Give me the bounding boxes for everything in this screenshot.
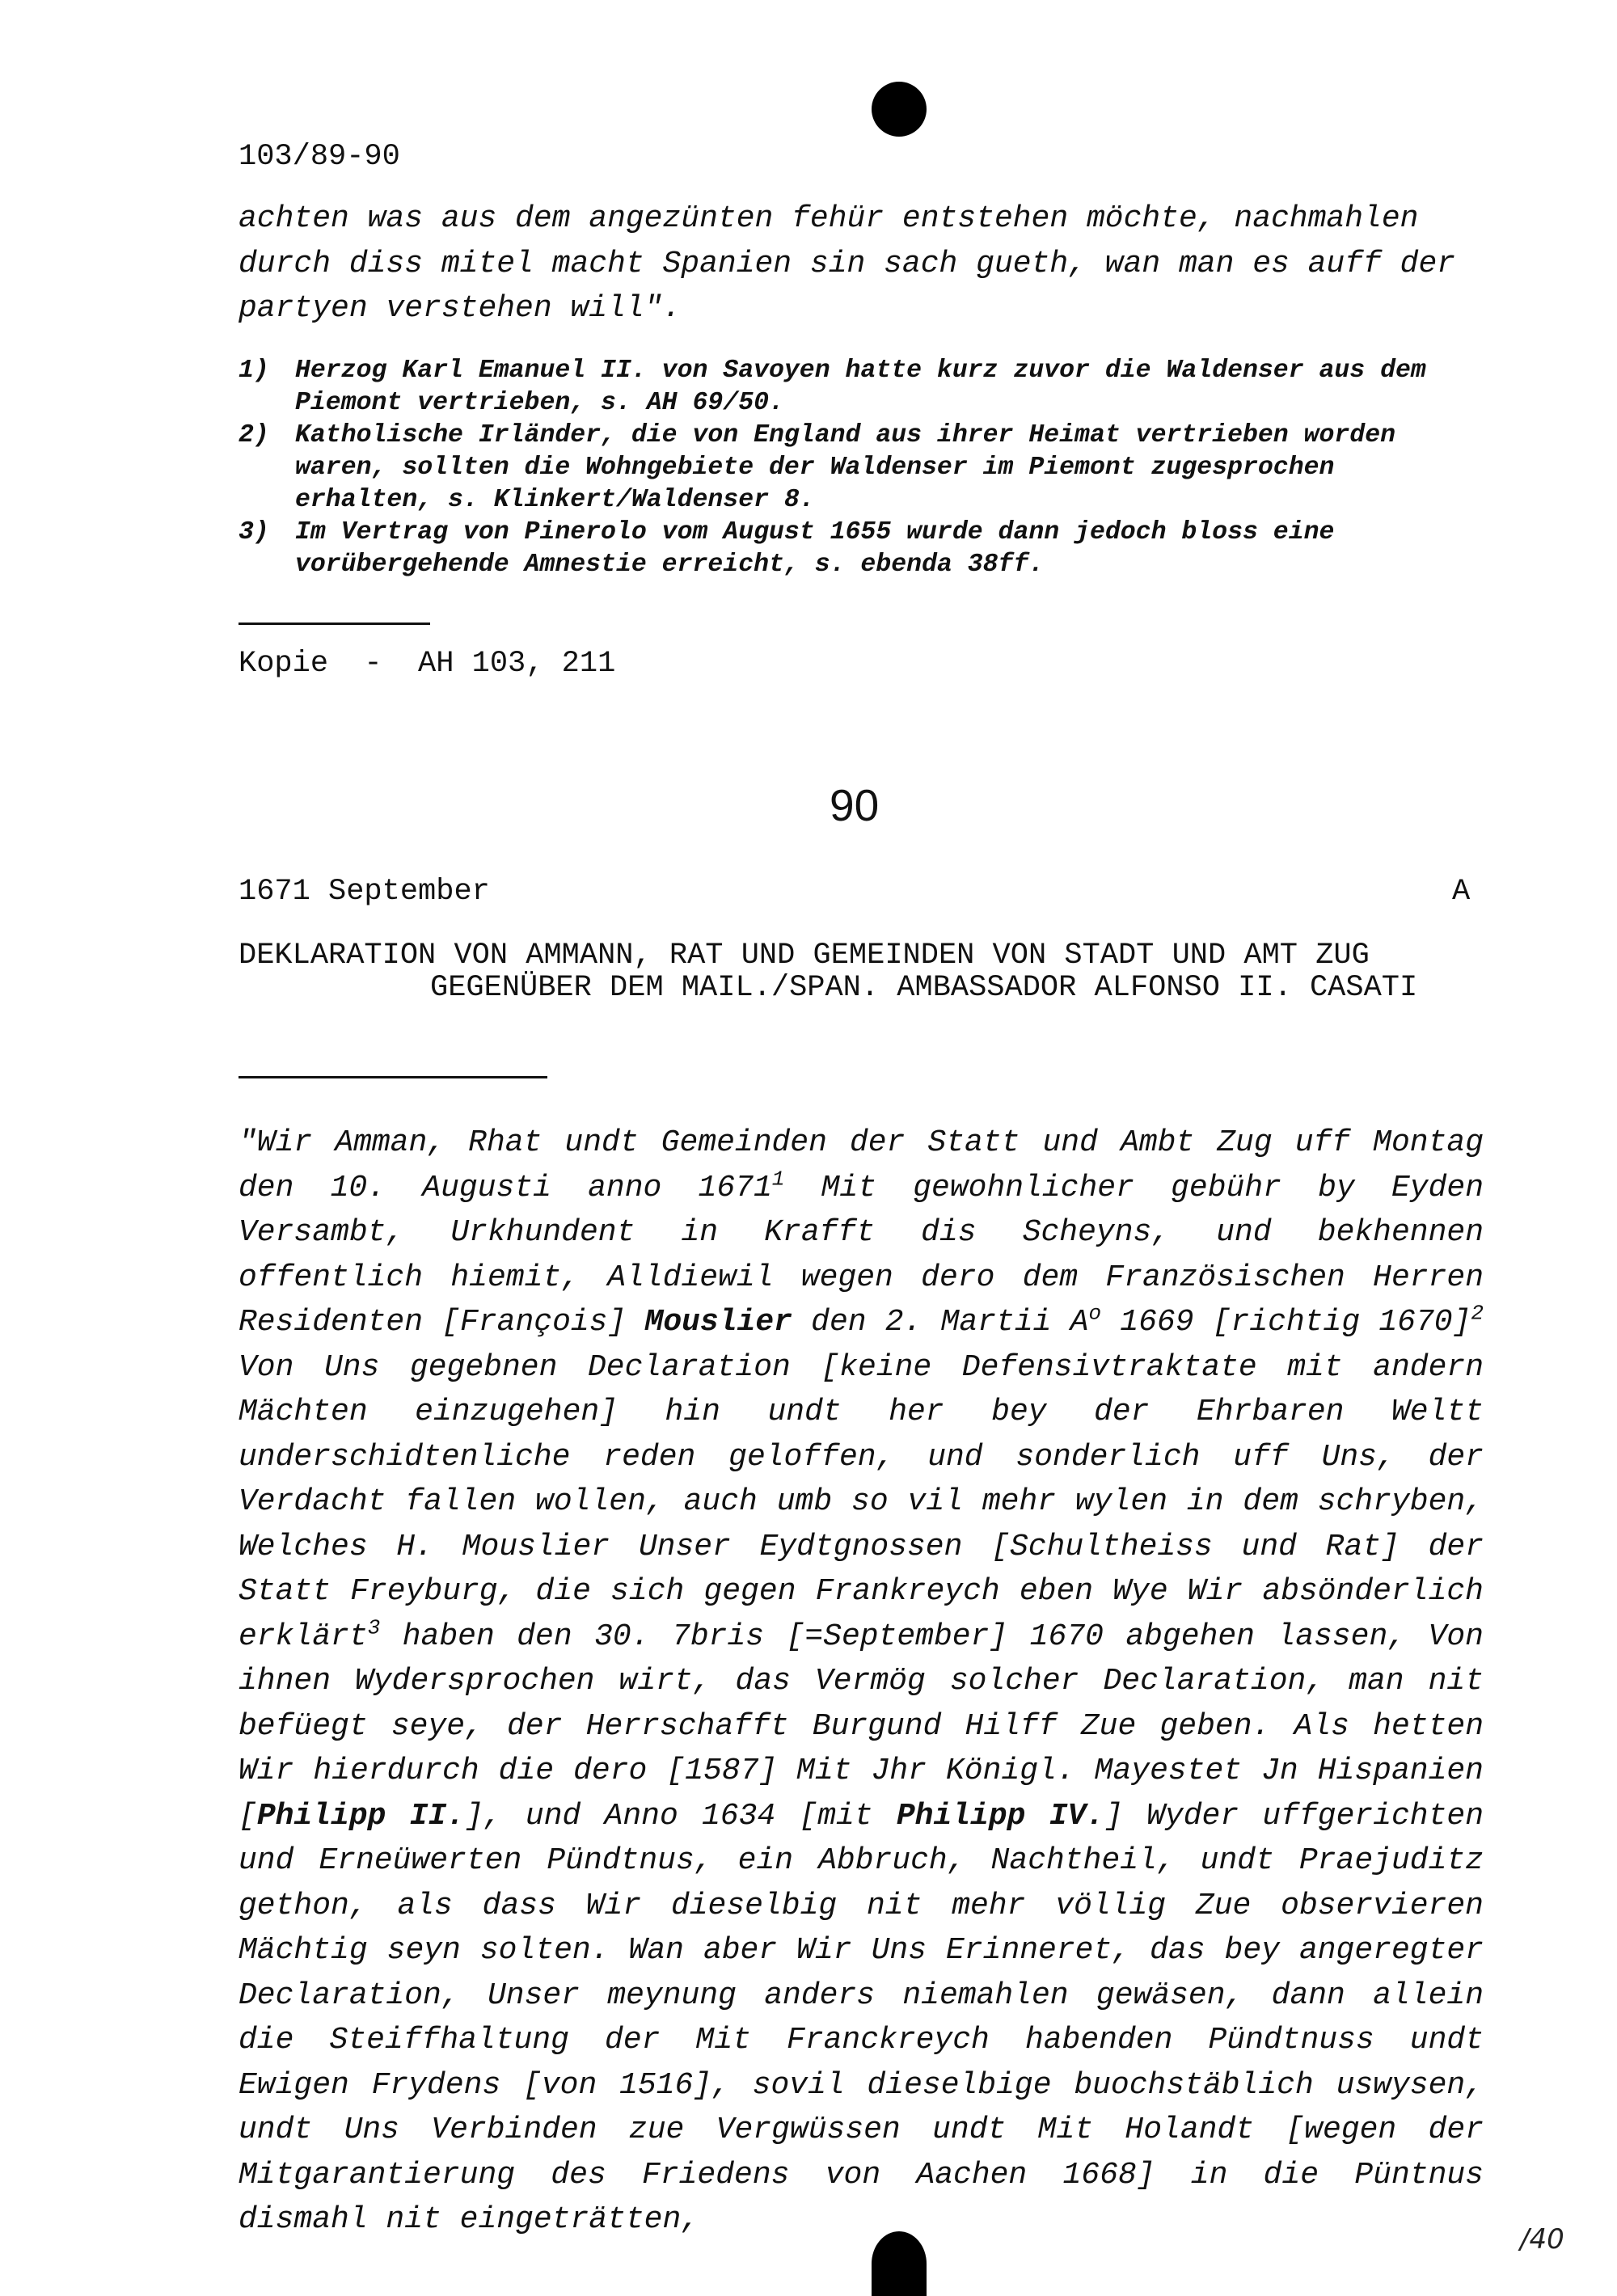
divider — [239, 1076, 547, 1078]
source-line: Kopie - AH 103, 211 — [239, 647, 616, 681]
punch-hole-top — [872, 82, 927, 137]
page-stamp: /40 — [1520, 2223, 1564, 2256]
document-type-letter: A — [1452, 875, 1471, 909]
page-reference: 103/89-90 — [239, 140, 400, 174]
document-title: DEKLARATION VON AMMANN, RAT UND GEMEINDEN VON STADT UND AMT ZUG GEGENÜBER DEM MAIL./SPAN. AMBASSADOR ALFONSO II. CASATI — [239, 939, 1418, 1005]
document-number: 90 — [830, 780, 880, 830]
footnote: 2) Katholische Irländer, die von England aus ihrer Heimat vertrieben worden waren, sollten die Wohngebiete der Waldenser im Piemont zugesprochen erhalten, s. Klinkert/Waldenser 8. — [239, 421, 1396, 514]
punch-hole-bottom — [872, 2231, 927, 2296]
continuation-text: achten was aus dem angezünten fehür entstehen möchte, nachmahlen durch diss mitel macht Spanien sin sach gueth, wan man es auff der partyen verstehen will". — [239, 201, 1456, 326]
footnote: 3) Im Vertrag von Pinerolo vom August 1655 wurde dann jedoch bloss eine vorübergehende Amnestie erreicht, s. ebenda 38ff. — [239, 518, 1335, 579]
document-date: 1671 September — [239, 875, 490, 909]
divider — [239, 623, 430, 625]
footnotes — [239, 355, 1484, 581]
main-text: "Wir Amman, Rhat undt Gemeinden der Statt und Ambt Zug uff Montag den 10. Augusti anno 1671$^1$ Mit gewohnlicher gebühr by Eyden Versambt, Urkhundent in Krafft dis Scheyns, und bekhennen offentlich hiemit, Alldiewil wegen dero dem Französischen Herren Residenten [François] Mouslier den 2. Martii $A^o$ 1669 [richtig 1670]$^2$ Von Uns gegebnen Declaration [keine Defensivtraktate mit andern Mächten einzugehen] hin undt her bey der Ehrbaren Weltt underschidtenliche reden geloffen, und sonderlich uff Uns, der Verdacht fallen wollen, auch umb so vil mehr wylen in dem schryben, Welches H. Mouslier Unser Eydtgnossen [Schultheiss und Rat] der Statt Freyburg, die sich gegen Frankreych eben Wye Wir absönderlich erklärt$^3$ haben den 30. 7bris [=September] 1670 abgehen lassen, Von ihnen Wydersprochen wirt, das Vermög solcher Declaration, man nit befüegt seye, der Herrschafft Burgund Hilff Zue geben. Als hetten Wir hierdurch die dero [1587] Mit Jhr Königl. Mayestet Jn Hispanien [Philipp II.], und Anno 1634 [mit Philipp IV.] Wyder uffgerichten und Erneüwerten Pündtnus, ein Abbruch, Nachtheil, undt Praejuditz gethon, als dass Wir dieselbig nit mehr völlig Zue observieren Mächtig seyn solten. Wan aber Wir Uns Erinneret, das bey angeregter Declaration, Unser meynung anders niemahlen gewäsen, dann allein die Steiffhaltung der Mit Franckreych habenden Pündtnuss undt Ewigen Frydens [von 1516], sovil dieselbige buochstäblich uswysen, undt Uns Verbinden zue Vergwüssen undt Mit Holandt [wegen der Mitgarantierung des Friedens von Aachen 1668] in die Püntnus dismahl nit eingeträtten, — [239, 1125, 1484, 2237]
footnote: 1) Herzog Karl Emanuel II. von Savoyen hatte kurz zuvor die Waldenser aus dem Piemont vertrieben, s. AH 69/50. — [239, 357, 1426, 417]
